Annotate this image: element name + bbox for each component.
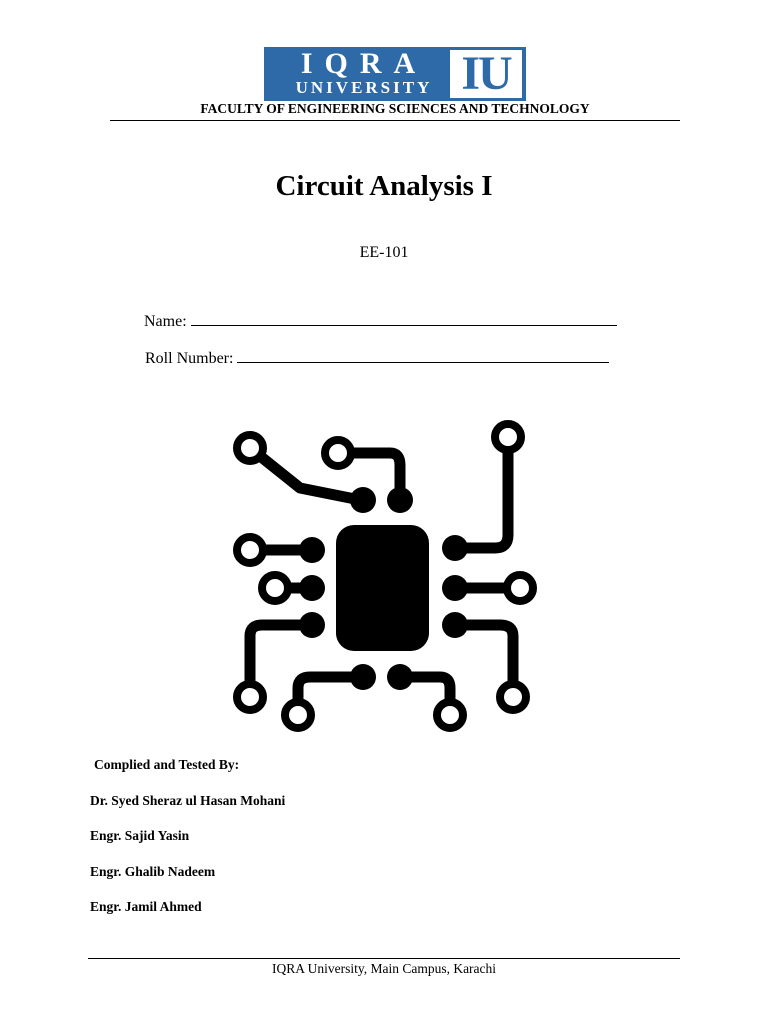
roll-number-blank-line: [237, 348, 609, 363]
logo-word-iqra: IQRA: [300, 47, 428, 80]
credits-heading: Complied and Tested By:: [94, 757, 240, 772]
document-title: Circuit Analysis I: [275, 170, 493, 202]
logo-monogram: IU: [450, 50, 522, 98]
faculty-heading: FACULTY OF ENGINEERING SCIENCES AND TECHNOLOGY: [200, 101, 590, 116]
footer-divider: [88, 958, 680, 959]
name-label: Name:: [144, 313, 187, 330]
university-logo: [264, 47, 526, 101]
credit-name: Engr. Ghalib Nadeem: [90, 864, 216, 879]
logo-word-university: UNIVERSITY: [295, 78, 433, 97]
name-field: [144, 311, 617, 331]
course-code: EE-101: [359, 244, 409, 261]
footer-text: IQRA University, Main Campus, Karachi: [271, 961, 497, 976]
credit-name: Engr. Sajid Yasin: [90, 828, 190, 843]
name-blank-line: [191, 311, 617, 326]
credit-name: Engr. Jamil Ahmed: [90, 899, 202, 914]
header-divider: [110, 120, 680, 121]
credit-name: Dr. Syed Sheraz ul Hasan Mohani: [90, 793, 286, 808]
roll-number-field: [145, 348, 609, 368]
roll-number-label: Roll Number:: [145, 350, 234, 367]
circuit-chip-icon: [220, 412, 550, 742]
